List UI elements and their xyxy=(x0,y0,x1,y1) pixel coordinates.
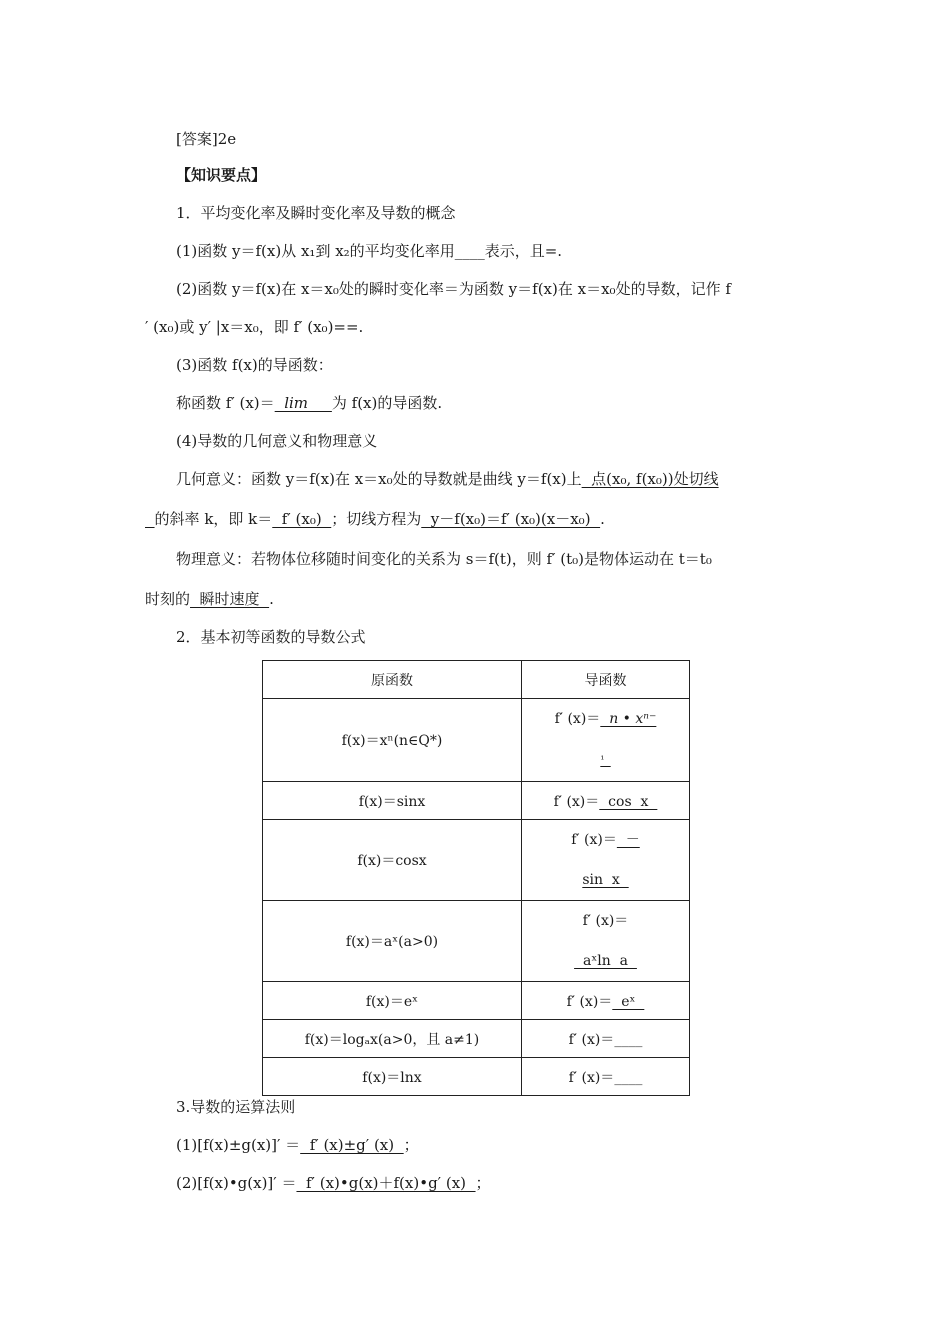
geo-fill-tangent-eq: y－f(x₀)＝f′ (x₀)(x－x₀) xyxy=(421,510,601,528)
geo-phys-heading: (4)导数的几何意义和物理意义 xyxy=(176,432,378,450)
table-row xyxy=(263,820,690,901)
geo-fill-continued xyxy=(145,510,155,528)
instant-rate-line-1: (2)函数 y＝f(x)在 x＝x₀处的瞬时变化率＝为函数 y＝f(x)在 x＝x₀处的导数，记作 f xyxy=(176,280,731,298)
phy-prefix: 时刻的 xyxy=(145,590,191,608)
product-rule-line: (2)[f(x)•g(x)]′ ＝ f′ (x)•g(x)＋f(x)•g′ (x) ； xyxy=(176,1174,491,1192)
sum-rule-line: (1)[f(x)±g(x)]′ ＝ f′ (x)±g′ (x) ； xyxy=(176,1136,419,1154)
section-2-title: 2．基本初等函数的导数公式 xyxy=(176,628,366,646)
phy-fill-velocity: 瞬时速度 xyxy=(190,590,270,608)
cell-original: f(x)＝lnx xyxy=(263,1058,522,1096)
section-1-title: 1．平均变化率及瞬时变化率及导数的概念 xyxy=(176,204,456,222)
geometric-meaning-line-2 xyxy=(145,508,605,530)
knowledge-heading: 【知识要点】 xyxy=(176,166,267,184)
geometric-meaning-line-1 xyxy=(176,468,719,490)
cell-derivative: f′ (x)＝ eˣ xyxy=(522,982,690,1020)
product-rule-fill: f′ (x)•g(x)＋f(x)•g′ (x) xyxy=(296,1174,476,1192)
derivative-function-heading: (3)函数 f(x)的导函数： xyxy=(176,356,333,374)
table-header-row xyxy=(263,661,690,699)
table-row xyxy=(263,1020,690,1058)
physical-meaning-line-2 xyxy=(145,588,274,610)
cell-original: f(x)＝sinx xyxy=(263,782,522,820)
geo-fill-slope: f′ (x₀) xyxy=(272,510,332,528)
geo-tangent-text: ；切线方程为 xyxy=(331,510,422,528)
cell-original: f(x)＝logₐx(a>0，且 a≠1) xyxy=(263,1020,522,1058)
def-fill: lim xyxy=(274,394,332,412)
table-row xyxy=(263,982,690,1020)
cell-derivative: f′ (x)＝ cos x xyxy=(522,782,690,820)
instant-rate-line-2: ′ (x₀)或 y′ |x＝x₀，即 f′ (x₀)==. xyxy=(145,318,364,336)
cell-derivative: f′ (x)＝____ xyxy=(522,1020,690,1058)
derivative-formula-table xyxy=(262,660,690,1096)
geo-end: . xyxy=(600,510,605,528)
cell-derivative: f′ (x)＝____ xyxy=(522,1058,690,1096)
table-row xyxy=(263,699,690,782)
section-3-title: 3.导数的运算法则 xyxy=(176,1098,296,1116)
cell-original: f(x)＝eˣ xyxy=(263,982,522,1020)
cell-original: f(x)＝aˣ(a>0) xyxy=(263,901,522,982)
physical-meaning-line-1: 物理意义：若物体位移随时间变化的关系为 s＝f(t)，则 f′ (t₀)是物体运动在 t＝t₀ xyxy=(176,550,712,568)
cell-derivative: f′ (x)＝ n • xⁿ⁻ ¹ xyxy=(522,699,690,782)
table-row xyxy=(263,1058,690,1096)
header-derivative: 导函数 xyxy=(522,661,690,699)
answer-line: [答案]2e xyxy=(176,130,237,148)
def-suffix: 为 f(x)的导函数. xyxy=(331,394,443,412)
geo-slope-text: 的斜率 k，即 k＝ xyxy=(154,510,273,528)
header-original: 原函数 xyxy=(263,661,522,699)
cell-original: f(x)＝cosx xyxy=(263,820,522,901)
table-row xyxy=(263,901,690,982)
derivative-function-definition xyxy=(176,392,442,414)
geo-prefix: 几何意义：函数 y＝f(x)在 x＝x₀处的导数就是曲线 y＝f(x)上 xyxy=(176,470,582,488)
geo-fill-tangent-point: 点(x₀, f(x₀))处切线 xyxy=(581,470,719,488)
phy-end: . xyxy=(269,590,274,608)
cell-derivative: f′ (x)＝ － sin x xyxy=(522,820,690,901)
cell-original: f(x)＝xⁿ(n∈Q*) xyxy=(263,699,522,782)
table-row xyxy=(263,782,690,820)
sum-rule-fill: f′ (x)±g′ (x) xyxy=(300,1136,404,1154)
avg-rate-line: (1)函数 y＝f(x)从 x₁到 x₂的平均变化率用____表示，且=. xyxy=(176,242,563,260)
cell-derivative: f′ (x)＝ aˣln a xyxy=(522,901,690,982)
def-prefix: 称函数 f′ (x)＝ xyxy=(176,394,275,412)
